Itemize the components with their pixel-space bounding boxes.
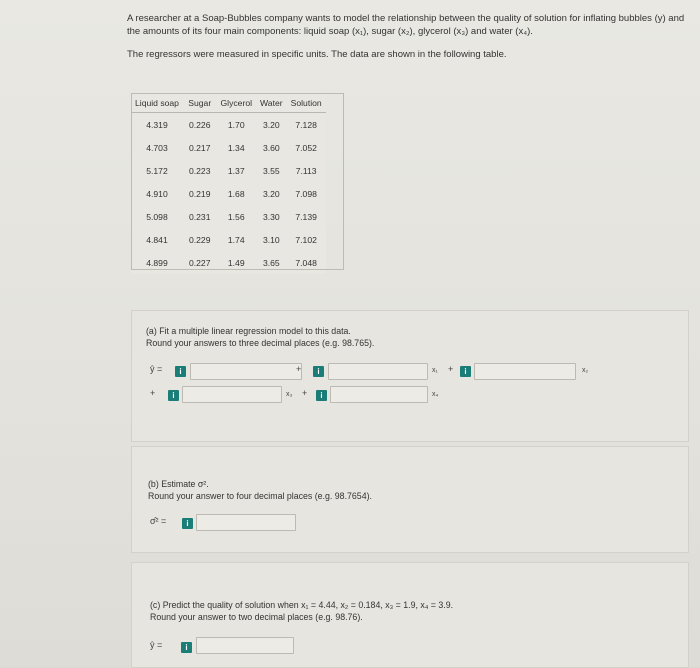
table-cell: 7.128	[295, 119, 317, 130]
table-cell: 7.113	[295, 165, 317, 176]
part-b-question: (b) Estimate σ².	[148, 479, 209, 489]
sigma-input[interactable]	[196, 514, 296, 531]
table-cell: 1.68	[227, 188, 245, 199]
info-icon[interactable]: i	[313, 366, 324, 377]
table-row	[131, 251, 326, 274]
table-cell: 7.098	[295, 188, 317, 199]
problem-statement	[127, 12, 687, 61]
table-cell: 0.226	[188, 119, 211, 130]
x2-label: x₂	[582, 367, 589, 374]
sigma-label: σ̂² =	[150, 516, 167, 526]
yhat-label: ŷ =	[150, 364, 163, 374]
plus-sign: +	[448, 364, 454, 374]
table-row	[131, 136, 326, 159]
table-cell: 7.052	[295, 142, 317, 153]
info-icon[interactable]: i	[168, 390, 179, 401]
info-icon[interactable]: i	[316, 390, 327, 401]
header-liquid-soap: Liquid soap	[131, 93, 183, 113]
intro-line-2: the amounts of its four main components: liquid soap (x₁), sugar (x₂), glycerol (x₃) and water (x₄).	[127, 26, 533, 37]
x4-label: x₄	[432, 391, 439, 398]
table-cell: 1.70	[227, 119, 245, 130]
coef-x2-input[interactable]	[474, 363, 576, 380]
header-solution: Solution	[287, 93, 326, 113]
table-cell: 0.219	[188, 188, 211, 199]
info-icon[interactable]: i	[181, 642, 192, 653]
table-cell: 4.910	[146, 188, 168, 199]
table-row	[131, 159, 326, 182]
plus-sign: +	[150, 388, 156, 398]
intro-line-3: The regressors were measured in specific units. The data are shown in the following table.	[127, 49, 507, 60]
table-cell: 0.217	[188, 142, 211, 153]
table-cell: 3.55	[262, 165, 280, 176]
data-table	[131, 93, 326, 274]
table-cell: 3.20	[262, 119, 280, 130]
table-cell: 5.098	[146, 211, 168, 222]
part-a-text	[146, 325, 374, 349]
table-cell: 1.74	[227, 234, 245, 245]
table-cell: 7.048	[295, 257, 317, 268]
part-c-question: (c) Predict the quality of solution when x₁ = 4.44, x₂ = 0.184, x₃ = 1.9, x₄ = 3.9.	[150, 600, 454, 610]
part-a-instruction: Round your answers to three decimal places (e.g. 98.765).	[146, 338, 375, 348]
x3-label: x₃	[286, 391, 293, 398]
x1-label: x₁	[432, 367, 438, 374]
intercept-input[interactable]	[190, 363, 302, 380]
plus-sign: +	[302, 388, 308, 398]
part-b-instruction: Round your answer to four decimal places (e.g. 98.7654).	[148, 491, 372, 501]
coef-x3-input[interactable]	[182, 386, 282, 403]
table-cell: 0.227	[188, 257, 211, 268]
part-c-instruction: Round your answer to two decimal places (e.g. 98.76).	[150, 612, 363, 622]
table-cell: 5.172	[146, 165, 168, 176]
table-cell: 4.703	[146, 142, 168, 153]
info-icon[interactable]: i	[182, 518, 193, 529]
table-cell: 0.229	[188, 234, 211, 245]
yhat-label: ŷ =	[150, 640, 163, 650]
table-cell: 0.231	[188, 211, 211, 222]
table-cell: 4.899	[146, 257, 168, 268]
table-cell: 0.223	[188, 165, 211, 176]
coef-x4-input[interactable]	[330, 386, 428, 403]
coef-x1-input[interactable]	[328, 363, 428, 380]
part-b-text	[148, 478, 372, 502]
table-cell: 3.30	[262, 211, 280, 222]
table-cell: 3.10	[262, 234, 280, 245]
table-row	[131, 182, 326, 205]
header-sugar: Sugar	[183, 93, 217, 113]
table-cell: 3.60	[262, 142, 280, 153]
plus-sign: +	[296, 364, 302, 374]
table-row	[131, 205, 326, 228]
prediction-input[interactable]	[196, 637, 294, 654]
table-cell: 1.37	[227, 165, 245, 176]
table-cell: 1.56	[227, 211, 245, 222]
info-icon[interactable]: i	[460, 366, 471, 377]
table-row	[131, 113, 326, 137]
table-cell: 4.319	[146, 119, 168, 130]
table-cell: 1.49	[227, 257, 245, 268]
table-cell: 3.20	[262, 188, 280, 199]
table-cell: 7.139	[295, 211, 317, 222]
table-cell: 4.841	[146, 234, 168, 245]
part-c-text	[150, 599, 453, 623]
header-glycerol: Glycerol	[216, 93, 256, 113]
table-cell: 1.34	[227, 142, 245, 153]
table-row	[131, 228, 326, 251]
intro-line-1: A researcher at a Soap-Bubbles company wants to model the relationship between the quality of solution for inflating bubbles (y) and	[127, 13, 685, 24]
part-a-question: (a) Fit a multiple linear regression model to this data.	[146, 326, 351, 336]
table-header-row	[131, 93, 326, 113]
table-cell: 3.65	[262, 257, 280, 268]
table-cell: 7.102	[295, 234, 317, 245]
header-water: Water	[256, 93, 287, 113]
info-icon[interactable]: i	[175, 366, 186, 377]
